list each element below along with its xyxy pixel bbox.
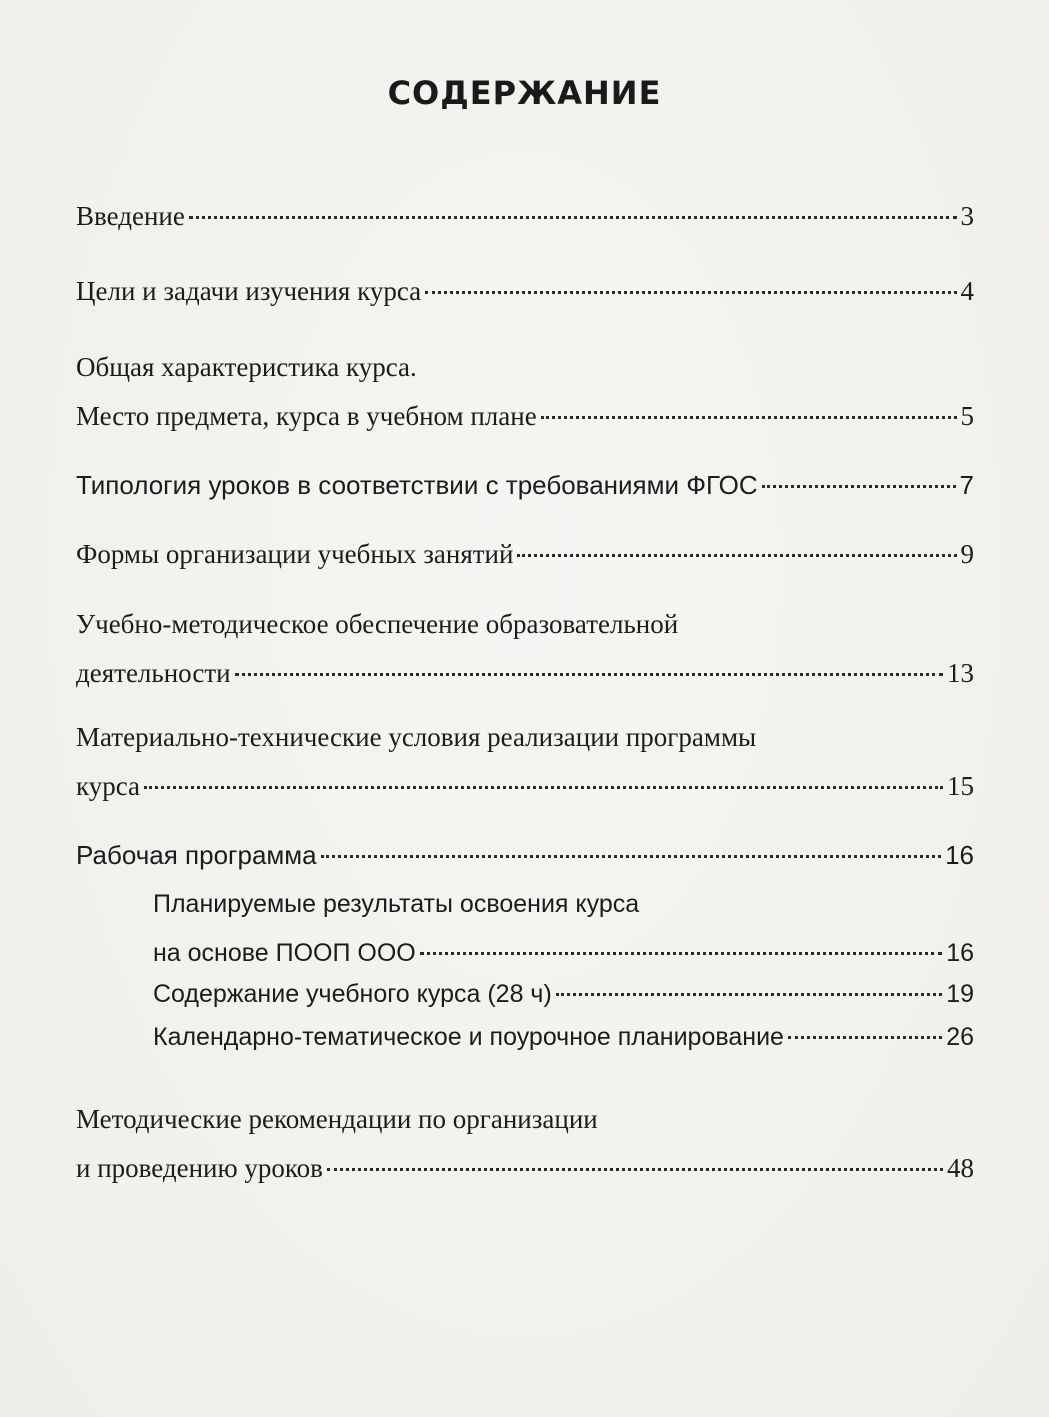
- toc-entry-label: Цели и задачи изучения курса: [76, 276, 422, 306]
- dot-leader: [327, 1166, 943, 1171]
- dot-leader: [144, 784, 943, 789]
- toc-entry-label-line: Планируемые результаты освоения курса: [153, 890, 640, 918]
- toc-page-number: 13: [947, 658, 974, 688]
- toc-entry-label-line: Материально-технические условия реализации программы: [76, 722, 757, 752]
- toc-page-number: 48: [947, 1153, 974, 1183]
- toc-entry-label: Место предмета, курса в учебном плане: [76, 401, 537, 431]
- toc-entry-label: Календарно-тематическое и поурочное планирование: [153, 1023, 784, 1051]
- toc-subentry-course-content[interactable]: [153, 970, 974, 1019]
- toc-entry-course-characteristics[interactable]: [76, 343, 974, 441]
- toc-entry-methodological-recommendations[interactable]: [76, 1095, 974, 1193]
- dot-leader: [420, 950, 942, 955]
- toc-entry-label-line: Учебно-методическое обеспечение образовательной: [76, 609, 679, 639]
- dot-leader: [189, 214, 957, 219]
- toc-page-number: 3: [960, 201, 974, 231]
- toc-subentry-planned-results[interactable]: [153, 880, 974, 978]
- toc-entry-label: и проведению уроков: [76, 1153, 323, 1183]
- toc-entry-label: на основе ПООП ООО: [153, 939, 416, 967]
- toc-page-number: 26: [946, 1023, 974, 1051]
- dot-leader: [235, 671, 943, 676]
- toc-page-number: 7: [959, 470, 974, 500]
- toc-page-number: 4: [960, 276, 974, 306]
- toc-page-number: 5: [960, 401, 974, 431]
- toc-entry-label: Формы организации учебных занятий: [76, 539, 514, 569]
- toc-page-number: 19: [946, 980, 974, 1008]
- toc-entry-goals[interactable]: [76, 267, 974, 316]
- toc-entry-methodological-support[interactable]: [76, 600, 974, 698]
- dot-leader: [425, 289, 956, 294]
- toc-entry-label: Содержание учебного курса (28 ч): [153, 980, 552, 1008]
- dot-leader: [556, 991, 942, 996]
- toc-page-number: 16: [945, 840, 974, 870]
- toc-entry-lesson-typology[interactable]: [76, 461, 974, 510]
- toc-entry-work-program[interactable]: [76, 831, 974, 880]
- dot-leader: [541, 414, 957, 419]
- toc-entry-label: Введение: [76, 201, 185, 231]
- toc-subentry-calendar-planning[interactable]: [153, 1013, 974, 1062]
- toc-entry-organization-forms[interactable]: [76, 530, 974, 579]
- toc-page-number: 9: [960, 539, 974, 569]
- dot-leader: [762, 483, 956, 488]
- toc-entry-introduction[interactable]: [76, 192, 974, 241]
- toc-entry-label-line: Методические рекомендации по организации: [76, 1104, 598, 1134]
- toc-entry-label: курса: [76, 771, 141, 801]
- toc-entry-label: деятельности: [76, 658, 231, 688]
- toc-entry-technical-conditions[interactable]: [76, 713, 974, 811]
- toc-page-number: 16: [946, 939, 974, 967]
- dot-leader: [788, 1034, 942, 1039]
- dot-leader: [517, 552, 956, 557]
- toc-entry-label: Рабочая программа: [76, 840, 317, 870]
- toc-page-number: 15: [947, 771, 974, 801]
- toc-entry-label-line: Общая характеристика курса.: [76, 352, 417, 382]
- page-title: СОДЕРЖАНИЕ: [387, 74, 662, 112]
- toc-entry-label: Типология уроков в соответствии с требованиями ФГОС: [76, 470, 758, 500]
- dot-leader: [321, 853, 941, 858]
